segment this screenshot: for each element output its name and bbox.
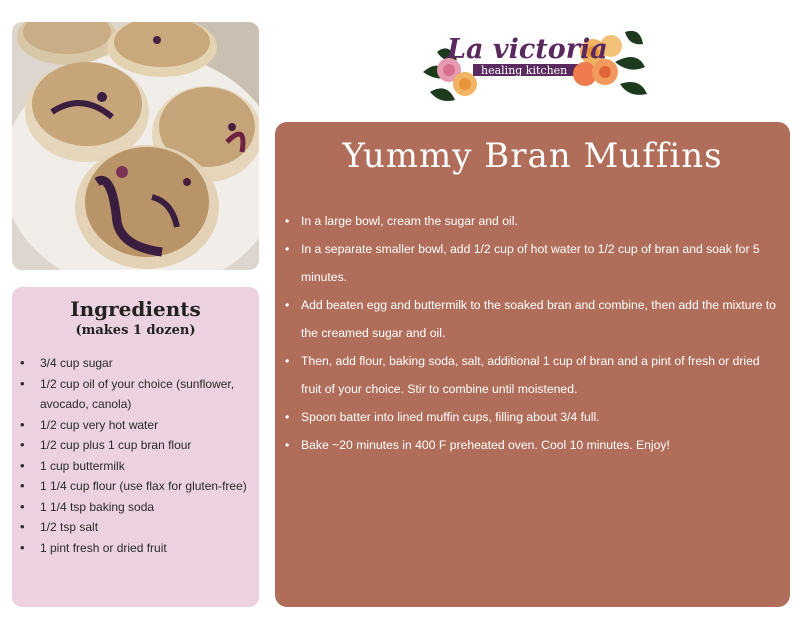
ingredient-item: • 1/2 cup oil of your choice (sunflower, avocado, canola): [20, 374, 252, 415]
recipe-steps-list: [285, 207, 780, 459]
recipe-step: • Add beaten egg and buttermilk to the soaked bran and combine, then add the mixture to the creamed sugar and oil.: [285, 291, 780, 347]
recipe-step: • Then, add flour, baking soda, salt, additional 1 cup of bran and a pint of fresh or dried fruit of your choice. Stir to combine until moistened.: [285, 347, 780, 403]
ingredient-item: • 1/2 cup very hot water: [20, 415, 252, 436]
ingredient-item: • 1/2 tsp salt: [20, 517, 252, 538]
recipe-step: • In a separate smaller bowl, add 1/2 cup of hot water to 1/2 cup of bran and soak for 5 minutes.: [285, 235, 780, 291]
ingredient-item: • 3/4 cup sugar: [20, 353, 252, 374]
ingredient-item: • 1/2 cup plus 1 cup bran flour: [20, 435, 252, 456]
ingredient-item: • 1 cup buttermilk: [20, 456, 252, 477]
ingredients-list: [20, 353, 252, 558]
ingredients-title: Ingredients: [70, 297, 201, 321]
logo-brand-text: La victoria: [447, 34, 608, 65]
muffins-photo: [12, 22, 259, 270]
recipe-step: • Spoon batter into lined muffin cups, filling about 3/4 full.: [285, 403, 780, 431]
recipe-step: • Bake ~20 minutes in 400 F preheated oven. Cool 10 minutes. Enjoy!: [285, 431, 780, 459]
logo-tagline-text: healing kitchen: [481, 64, 568, 77]
recipe-step: • In a large bowl, cream the sugar and oil.: [285, 207, 780, 235]
ingredient-item: • 1 1/4 tsp baking soda: [20, 497, 252, 518]
ingredient-item: • 1 pint fresh or dried fruit: [20, 538, 252, 559]
recipe-panel: [275, 122, 790, 607]
la-victoria-logo: [415, 22, 650, 114]
ingredients-subtitle: (makes 1 dozen): [75, 323, 196, 338]
recipe-title: Yummy Bran Muffins: [342, 136, 723, 176]
ingredient-item: • 1 1/4 cup flour (use flax for gluten-free): [20, 476, 252, 497]
ingredients-panel: [12, 287, 259, 607]
